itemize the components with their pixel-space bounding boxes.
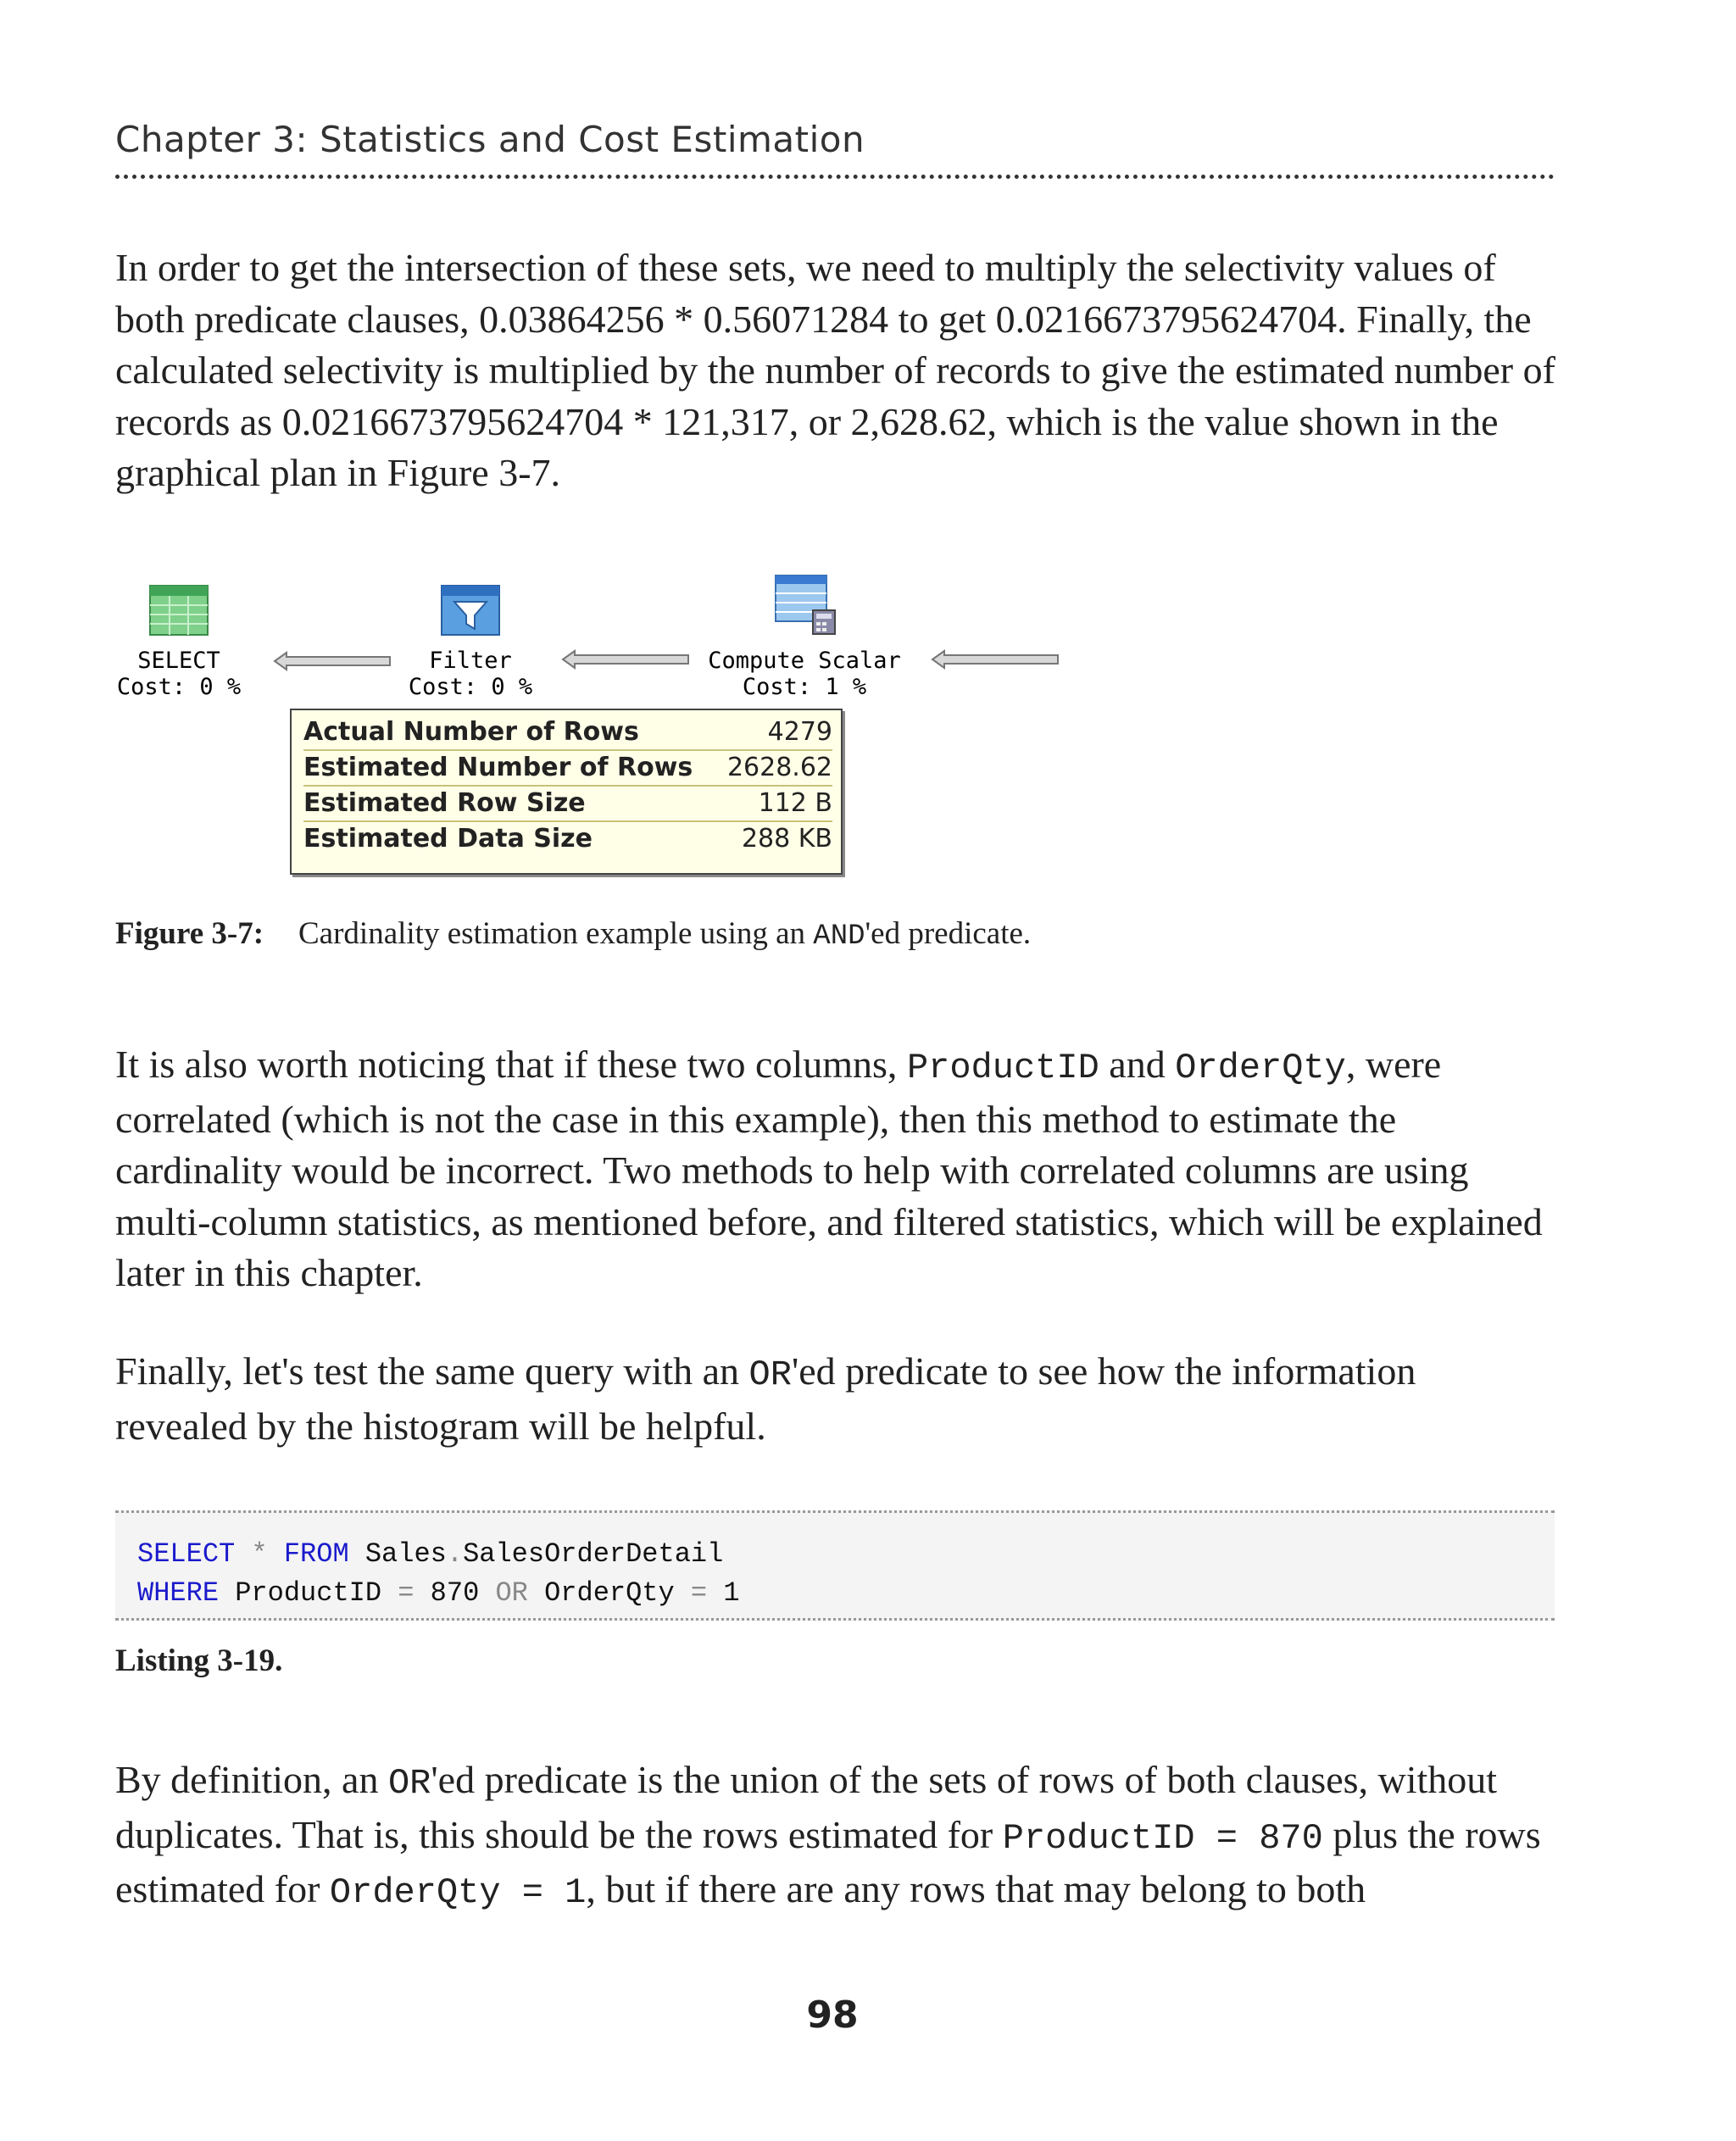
inline-code: ProductID = 870 [1002, 1817, 1323, 1859]
sql-identifier: SalesOrderDetail [463, 1538, 724, 1570]
tooltip-value: 4279 [767, 717, 832, 747]
figure-caption [115, 915, 1031, 953]
paragraph-correlation [115, 1039, 1556, 1299]
compute-scalar-operator-cost: Cost: 1 % [742, 674, 867, 700]
tooltip-value: 288 KB [741, 824, 832, 854]
figure-label: Figure 3-7: [115, 916, 264, 951]
paragraph-selectivity: In order to get the intersection of these sets, we need to multiply the selectivity values of both predicate clauses, 0.03864256 * 0.56071284 to get 0.0216673795624704. Finally, the calculated selectivity is multiplied by the number of records to give the estimated number of records as 0.0216673795624704 * 121,317, or 2,628.62, which is the value shown in the graphical plan in Figure 3-7. [115, 246, 1555, 494]
execution-plan-figure [115, 585, 1082, 890]
inline-code: OrderQty [1175, 1048, 1346, 1088]
sql-keyword: FROM [283, 1538, 349, 1570]
code-line-2 [137, 1574, 1555, 1613]
tooltip-key: Actual Number of Rows [303, 717, 639, 747]
filter-operator-cost: Cost: 0 % [408, 674, 533, 700]
inline-code: ProductID [906, 1048, 1099, 1088]
table-result-icon [149, 585, 209, 636]
sql-identifier: ProductID [235, 1577, 382, 1609]
sql-literal: 870 [430, 1577, 480, 1609]
inline-code: OrderQty = 1 [329, 1872, 587, 1913]
tooltip-value: 2628.62 [726, 753, 832, 782]
caption-code: AND [813, 920, 865, 953]
sql-identifier: OrderQty [544, 1577, 675, 1609]
sql-identifier: Sales [364, 1538, 447, 1570]
sql-literal: 1 [723, 1577, 740, 1609]
select-operator-label: SELECT [137, 648, 220, 674]
sql-operator: * [251, 1538, 268, 1570]
tooltip-value: 112 B [758, 788, 832, 818]
chapter-header: Chapter 3: Statistics and Cost Estimation [115, 119, 865, 160]
text-run: 'ed predicate to see how the information revealed by the histogram will be helpful. [115, 1349, 1416, 1448]
plan-arrow [931, 649, 1060, 670]
compute-scalar-operator [693, 575, 915, 700]
select-operator-cost: Cost: 0 % [116, 674, 242, 700]
filter-operator [407, 585, 534, 700]
tooltip-row [303, 787, 832, 822]
plan-arrow [561, 649, 690, 670]
text-run: , were correlated (which is not the case in this example), then this method to estimate the cardinality would be incorrect. Two methods to help with correlated columns are using multi-column statistics, as mentioned before, and filtered statistics, which will be explained later in this chapter. [115, 1043, 1543, 1294]
caption-text: Cardinality estimation example using an [298, 916, 814, 951]
text-run: By definition, an [115, 1758, 388, 1801]
filter-operator-label: Filter [429, 648, 512, 674]
sql-keyword: WHERE [137, 1577, 220, 1609]
text-run: Finally, let's test the same query with an [115, 1349, 749, 1393]
tooltip-key: Estimated Row Size [303, 788, 586, 818]
text-run: , but if there are any rows that may belong to both [586, 1867, 1366, 1910]
header-divider [115, 175, 1555, 179]
sql-operator: = [398, 1577, 415, 1609]
paragraph-or-test [115, 1346, 1556, 1452]
sql-operator: . [446, 1538, 464, 1570]
inline-code: OR [387, 1763, 431, 1804]
plan-arrow [273, 651, 392, 671]
text-run: plus the rows estimated for [115, 1812, 1541, 1910]
inline-code: OR [748, 1354, 792, 1395]
listing-label: Listing 3-19. [115, 1643, 283, 1678]
text-run: It is also worth noticing that if these two columns, [115, 1043, 907, 1086]
page-number: 98 [806, 1994, 859, 2037]
tooltip-row [303, 751, 832, 787]
select-operator [115, 585, 242, 700]
compute-scalar-operator-label: Compute Scalar [708, 648, 901, 674]
text-run: 'ed predicate is the union of the sets of rows of both clauses, without duplicates. That is, this should be the rows estimated for [115, 1758, 1498, 1856]
filter-funnel-icon [441, 585, 500, 636]
operator-properties-tooltip [290, 709, 843, 875]
compute-scalar-icon [771, 575, 838, 636]
sql-keyword: SELECT [137, 1538, 236, 1570]
sql-operator: OR [495, 1577, 528, 1609]
code-listing [115, 1510, 1555, 1621]
tooltip-key: Estimated Number of Rows [303, 753, 693, 782]
tooltip-key: Estimated Data Size [303, 824, 593, 854]
tooltip-row [303, 822, 832, 856]
code-line-1 [137, 1535, 1555, 1574]
sql-operator: = [690, 1577, 708, 1609]
tooltip-row [303, 715, 832, 751]
caption-text-end: 'ed predicate. [865, 916, 1032, 951]
text-run: and [1099, 1043, 1176, 1086]
paragraph-union [115, 1755, 1556, 1919]
